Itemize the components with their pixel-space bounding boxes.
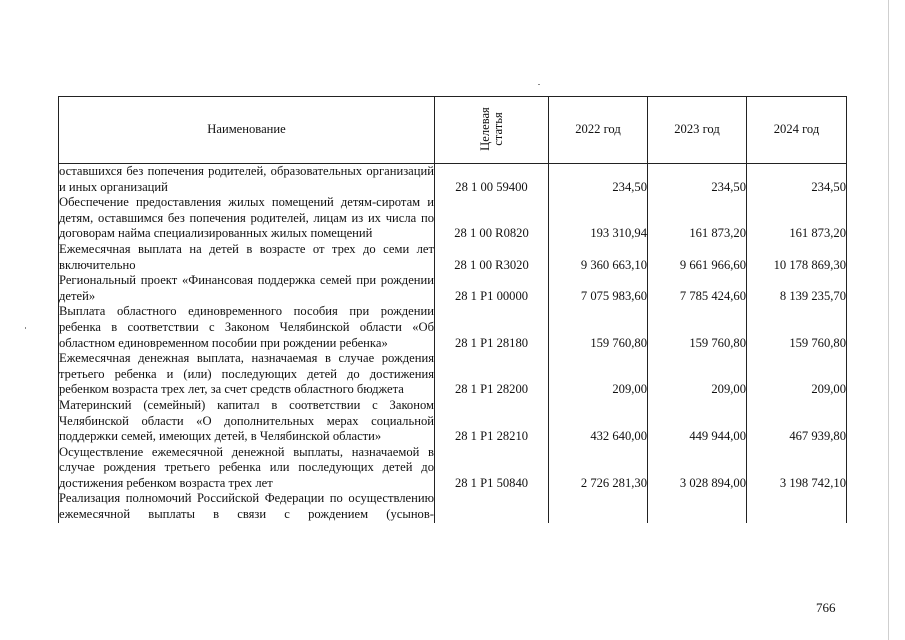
table-body [59, 164, 847, 523]
table-row [59, 351, 847, 398]
row-2024: 234,50 [747, 164, 847, 196]
row-code: 28 1 00 R3020 [435, 242, 549, 273]
header-2024: 2024 год [747, 97, 847, 164]
row-2024: 159 760,80 [747, 304, 847, 351]
row-2022: 7 075 983,60 [549, 273, 648, 304]
table-row [59, 445, 847, 492]
table-row [59, 164, 847, 196]
table-row [59, 398, 847, 445]
table-row [59, 242, 847, 273]
row-name: Выплата областного единовременного пособия при рождении ребенка в соответствии с Законом Челябинской области «Об областном единовременном пособии при рождении ребенка» [59, 304, 434, 350]
sheet-edge [888, 0, 889, 640]
row-2022: 2 726 281,30 [549, 445, 648, 492]
row-2023: 7 785 424,60 [648, 273, 747, 304]
row-2022 [549, 491, 648, 522]
row-2024: 10 178 869,30 [747, 242, 847, 273]
row-2024: 467 939,80 [747, 398, 847, 445]
row-2024: 161 873,20 [747, 195, 847, 242]
row-2022: 209,00 [549, 351, 648, 398]
row-code: 28 1 P1 50840 [435, 445, 549, 492]
row-name: Материнский (семейный) капитал в соответствии с Законом Челябинской области «О дополнительных мерах социальной поддержки семей, имеющих детей, в Челябинской области» [59, 397, 434, 444]
table-row [59, 273, 847, 304]
header-code [435, 97, 549, 164]
header-2023: 2023 год [648, 97, 747, 164]
header-2022: 2022 год [549, 97, 648, 164]
row-code: 28 1 P1 28210 [435, 398, 549, 445]
row-2022: 159 760,80 [549, 304, 648, 351]
row-code: 28 1 00 R0820 [435, 195, 549, 242]
row-2022: 9 360 663,10 [549, 242, 648, 273]
row-2022: 432 640,00 [549, 398, 648, 445]
row-2024: 8 139 235,70 [747, 273, 847, 304]
scan-speck [25, 327, 26, 329]
row-2024: 3 198 742,10 [747, 445, 847, 492]
scan-speck [538, 84, 540, 85]
row-2022: 234,50 [549, 164, 648, 196]
row-2023: 449 944,00 [648, 398, 747, 445]
row-name: Ежемесячная денежная выплата, назначаемая в случае рождения третьего ребенка и (или) последующих детей до достижения ребенком возраста трех лет, за счет средств областного бюджета [59, 351, 434, 397]
table-header [59, 97, 847, 164]
row-name: Осуществление ежемесячной денежной выплаты, назначаемой в случае рождения третьего ребенка или последующих детей до достижения ребенком возраста трех лет [59, 444, 434, 490]
row-2023: 3 028 894,00 [648, 445, 747, 492]
table-row [59, 195, 847, 242]
row-name: Региональный проект «Финансовая поддержка семей при рождении детей» [59, 273, 434, 303]
row-code: 28 1 00 59400 [435, 164, 549, 196]
row-2024: 209,00 [747, 351, 847, 398]
header-code-label: Целевая статья [477, 107, 505, 152]
page-number: 766 [816, 600, 836, 615]
row-2023: 159 760,80 [648, 304, 747, 351]
row-name: Ежемесячная выплата на детей в возрасте от трех до семи лет включительно [59, 241, 434, 272]
row-name: оставшихся без попечения родителей, образовательных организаций и иных организаций [59, 164, 434, 194]
row-2023: 9 661 966,60 [648, 242, 747, 273]
table-row [59, 491, 847, 522]
row-2023: 161 873,20 [648, 195, 747, 242]
table-row [59, 304, 847, 351]
row-2023 [648, 491, 747, 522]
row-name: Обеспечение предоставления жилых помещений детям-сиротам и детям, оставшимся без попечения родителей, лицам из их числа по договорам найма специализированных жилых помещений [59, 195, 434, 241]
row-code [435, 491, 549, 522]
row-2023: 209,00 [648, 351, 747, 398]
header-name: Наименование [59, 97, 435, 164]
row-2024 [747, 491, 847, 522]
row-code: 28 1 P1 28200 [435, 351, 549, 398]
row-2022: 193 310,94 [549, 195, 648, 242]
header-row [59, 97, 847, 164]
row-2023: 234,50 [648, 164, 747, 196]
row-code: 28 1 P1 00000 [435, 273, 549, 304]
row-name: Реализация полномочий Российской Федерации по осуществлению ежемесячной выплаты в связи с рождением (усынов- [59, 491, 434, 522]
budget-table [58, 96, 847, 523]
row-code: 28 1 P1 28180 [435, 304, 549, 351]
